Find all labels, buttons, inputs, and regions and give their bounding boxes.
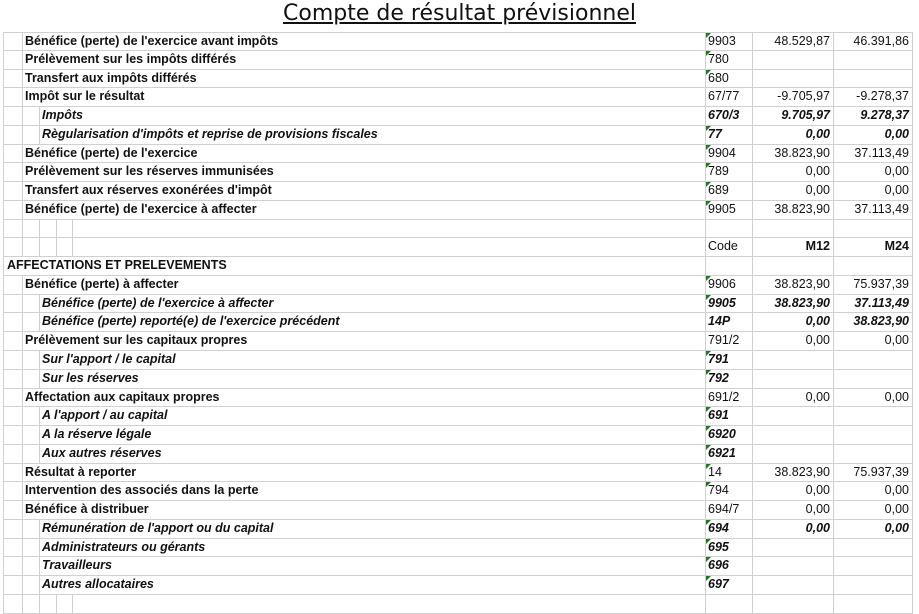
label-cell[interactable]	[3, 276, 705, 294]
label-cell[interactable]	[3, 576, 705, 594]
code-value: 794	[708, 483, 729, 498]
table-row	[3, 88, 913, 107]
table-row	[3, 51, 913, 70]
indent-line	[22, 145, 23, 163]
indent-line	[22, 33, 23, 50]
error-indicator-icon	[706, 557, 711, 562]
code-cell[interactable]	[705, 539, 752, 557]
m24-cell[interactable]: 75.937,39	[833, 276, 913, 294]
table-row	[3, 426, 913, 445]
code-cell[interactable]	[705, 426, 752, 444]
row-label: Bénéfice (perte) de l'exercice avant impôts	[25, 34, 279, 48]
column-header-row	[3, 238, 913, 257]
indent-line	[22, 220, 23, 238]
code-value: 9905	[708, 201, 736, 216]
m24-cell[interactable]	[833, 595, 913, 613]
row-label: Sur l'apport / le capital	[42, 352, 176, 367]
code-value: 67/77	[708, 89, 740, 104]
error-indicator-icon	[706, 163, 711, 168]
m12-cell[interactable]	[752, 51, 833, 69]
table-row	[3, 407, 913, 426]
table-row	[3, 501, 913, 520]
section-heading: AFFECTATIONS ET PRELEVEMENTS	[7, 258, 227, 273]
row-label: Prélèvement sur les capitaux propres	[25, 333, 248, 348]
label-cell[interactable]	[3, 51, 705, 69]
m24-cell[interactable]	[833, 351, 913, 369]
row-label: Prélèvement sur les impôts différés	[25, 51, 237, 66]
m24-cell[interactable]	[833, 257, 913, 275]
indent-line	[39, 220, 40, 238]
error-indicator-icon	[706, 445, 711, 450]
code-value: 791/2	[708, 333, 740, 348]
label-cell[interactable]	[3, 163, 705, 181]
code-cell[interactable]	[705, 595, 752, 613]
row-label: Administrateurs ou gérants	[42, 539, 206, 554]
error-indicator-icon	[706, 370, 711, 375]
m24-cell[interactable]: 0,00	[833, 126, 913, 144]
table-row	[3, 482, 913, 501]
code-cell[interactable]	[705, 163, 752, 181]
row-label: Bénéfice à distribuer	[25, 502, 149, 517]
label-cell[interactable]	[3, 445, 705, 463]
indent-line	[39, 576, 40, 594]
label-cell[interactable]	[3, 407, 705, 425]
error-indicator-icon	[706, 126, 711, 131]
table-row	[3, 576, 913, 595]
indent-line	[39, 539, 40, 557]
m24-cell[interactable]: 0,00	[833, 520, 913, 538]
row-label: Impôts	[42, 108, 83, 123]
code-value: 696	[708, 558, 729, 573]
m12-cell[interactable]: 38.823,90	[752, 201, 833, 219]
table-row	[3, 351, 913, 370]
m24-cell[interactable]	[833, 51, 913, 69]
label-cell[interactable]	[3, 182, 705, 200]
code-value: 14P	[708, 314, 731, 329]
m12-cell[interactable]: M12	[752, 238, 833, 256]
indent-line	[22, 126, 23, 144]
m24-cell[interactable]: 0,00	[833, 163, 913, 181]
label-cell[interactable]	[3, 426, 705, 444]
table-row	[3, 70, 913, 89]
code-cell[interactable]	[705, 389, 752, 407]
error-indicator-icon	[706, 51, 711, 56]
code-header: Code	[708, 239, 738, 254]
label-cell[interactable]	[3, 332, 705, 350]
indent-line	[39, 313, 40, 331]
m12-cell[interactable]: 38.823,90	[752, 276, 833, 294]
code-cell[interactable]	[705, 557, 752, 575]
code-cell[interactable]	[705, 276, 752, 294]
label-cell[interactable]	[3, 389, 705, 407]
indent-line	[22, 107, 23, 125]
indent-line	[56, 220, 57, 238]
m24-cell[interactable]: 0,00	[833, 501, 913, 519]
error-indicator-icon	[706, 351, 711, 356]
indent-line	[22, 539, 23, 557]
m12-cell[interactable]	[752, 595, 833, 613]
code-value: 9904	[708, 145, 736, 160]
spreadsheet	[3, 32, 913, 614]
code-value: 14	[708, 464, 722, 479]
m24-cell[interactable]: 37.113,49	[833, 201, 913, 219]
row-label: Intervention des associés dans la perte	[25, 483, 259, 498]
m24-cell[interactable]	[833, 220, 913, 238]
indent-line	[39, 370, 40, 388]
label-cell[interactable]	[3, 482, 705, 500]
error-indicator-icon	[706, 276, 711, 281]
m24-cell[interactable]	[833, 445, 913, 463]
code-cell[interactable]	[705, 88, 752, 106]
code-value: 9906	[708, 276, 736, 291]
table-row	[3, 520, 913, 539]
row-label: Bénéfice (perte) de l'exercice à affecter	[25, 201, 257, 216]
error-indicator-icon	[706, 182, 711, 187]
page-title: Compte de résultat prévisionnel	[283, 1, 636, 26]
indent-line	[56, 238, 57, 256]
row-label: Transfert aux réserves exonérées d'impôt	[25, 183, 272, 198]
m12-cell[interactable]: 0,00	[752, 126, 833, 144]
row-label: Résultat à reporter	[25, 464, 137, 479]
table-row	[3, 557, 913, 576]
error-indicator-icon	[706, 201, 711, 206]
row-label: Bénéfice (perte) de l'exercice	[25, 145, 198, 160]
indent-line	[22, 370, 23, 388]
code-value: 691	[708, 408, 729, 423]
m12-cell[interactable]: 0,00	[752, 389, 833, 407]
indent-line	[22, 595, 23, 613]
label-cell[interactable]	[3, 464, 705, 482]
code-value: 6920	[708, 427, 736, 442]
label-cell[interactable]	[3, 351, 705, 369]
m24-cell[interactable]	[833, 70, 913, 88]
row-label: Sur les réserves	[42, 370, 139, 385]
table-row	[3, 126, 913, 145]
indent-line	[22, 276, 23, 294]
row-label: A l'apport / au capital	[42, 408, 168, 423]
table-row	[3, 145, 913, 164]
table-row	[3, 445, 913, 464]
code-cell[interactable]	[705, 201, 752, 219]
code-cell[interactable]	[705, 501, 752, 519]
m12-cell[interactable]	[752, 407, 833, 425]
row-label: Travailleurs	[42, 558, 112, 573]
row-label: Autres allocataires	[42, 577, 154, 592]
m24-cell[interactable]: 46.391,86	[833, 33, 913, 50]
m12-cell[interactable]	[752, 351, 833, 369]
row-label: Prélèvement sur les réserves immunisées	[25, 164, 274, 179]
m12-cell[interactable]: 9.705,97	[752, 107, 833, 125]
m24-cell[interactable]: 38.823,90	[833, 313, 913, 331]
indent-line	[39, 107, 40, 125]
m24-cell[interactable]: 75.937,39	[833, 464, 913, 482]
m12-cell[interactable]	[752, 557, 833, 575]
indent-line	[39, 295, 40, 313]
row-label: Règularisation d'impôts et reprise de provisions fiscales	[42, 126, 378, 141]
error-indicator-icon	[706, 145, 711, 150]
m24-cell[interactable]: 9.278,37	[833, 107, 913, 125]
error-indicator-icon	[706, 70, 711, 75]
code-cell[interactable]	[705, 464, 752, 482]
m24-cell[interactable]: 0,00	[833, 389, 913, 407]
blank-row	[3, 220, 913, 239]
error-indicator-icon	[706, 407, 711, 412]
m12-cell[interactable]: 38.823,90	[752, 145, 833, 163]
indent-line	[22, 482, 23, 500]
table-row	[3, 332, 913, 351]
indent-line	[22, 445, 23, 463]
indent-line	[22, 520, 23, 538]
table-row	[3, 389, 913, 408]
code-value: 77	[708, 126, 722, 141]
indent-line	[72, 238, 73, 256]
code-cell[interactable]	[705, 295, 752, 313]
blank-row	[3, 595, 913, 614]
m12-cell[interactable]: 0,00	[752, 332, 833, 350]
m12-cell[interactable]: 48.529,87	[752, 33, 833, 50]
table-row	[3, 464, 913, 483]
code-value: 9905	[708, 295, 736, 310]
label-cell[interactable]	[3, 220, 705, 238]
row-label: Bénéfice (perte) de l'exercice à affecter	[42, 295, 274, 310]
indent-line	[39, 520, 40, 538]
indent-line	[39, 238, 40, 256]
code-value: 9903	[708, 34, 736, 48]
m12-cell[interactable]: 0,00	[752, 482, 833, 500]
table-row	[3, 539, 913, 558]
indent-line	[22, 70, 23, 88]
row-label: Affectation aux capitaux propres	[25, 389, 220, 404]
label-cell[interactable]	[3, 501, 705, 519]
label-cell[interactable]	[3, 88, 705, 106]
code-cell[interactable]	[705, 370, 752, 388]
m24-cell[interactable]	[833, 407, 913, 425]
indent-line	[22, 295, 23, 313]
table-row	[3, 32, 913, 51]
code-value: 697	[708, 577, 729, 592]
label-cell[interactable]	[3, 126, 705, 144]
table-row	[3, 107, 913, 126]
m12-cell[interactable]	[752, 539, 833, 557]
section-row	[3, 257, 913, 276]
code-cell[interactable]	[705, 126, 752, 144]
m24-cell[interactable]: -9.278,37	[833, 88, 913, 106]
indent-line	[72, 220, 73, 238]
code-value: 695	[708, 539, 729, 554]
row-label: A la réserve légale	[42, 427, 152, 442]
code-cell[interactable]	[705, 351, 752, 369]
indent-line	[22, 88, 23, 106]
code-value: 694/7	[708, 502, 740, 517]
error-indicator-icon	[706, 576, 711, 581]
label-cell[interactable]	[3, 70, 705, 88]
indent-line	[22, 464, 23, 482]
m12-cell[interactable]	[752, 257, 833, 275]
code-cell[interactable]	[705, 313, 752, 331]
m12-cell[interactable]	[752, 70, 833, 88]
m12-cell[interactable]	[752, 220, 833, 238]
label-cell[interactable]	[3, 107, 705, 125]
label-cell[interactable]	[3, 238, 705, 256]
table-row	[3, 313, 913, 332]
code-value: 6921	[708, 445, 736, 460]
table-row	[3, 182, 913, 201]
code-cell[interactable]	[705, 257, 752, 275]
row-label: Bénéfice (perte) à affecter	[25, 276, 179, 291]
error-indicator-icon	[706, 33, 711, 38]
code-cell[interactable]	[705, 182, 752, 200]
code-cell[interactable]	[705, 70, 752, 88]
indent-line	[39, 407, 40, 425]
error-indicator-icon	[706, 539, 711, 544]
m12-cell[interactable]: 38.823,90	[752, 295, 833, 313]
m24-cell[interactable]: 0,00	[833, 332, 913, 350]
table-row	[3, 276, 913, 295]
indent-line	[72, 595, 73, 613]
label-cell[interactable]	[3, 520, 705, 538]
label-cell[interactable]	[3, 539, 705, 557]
code-value: 780	[708, 51, 729, 66]
code-value: 689	[708, 183, 729, 198]
error-indicator-icon	[706, 464, 711, 469]
indent-line	[39, 557, 40, 575]
error-indicator-icon	[706, 520, 711, 525]
indent-line	[22, 313, 23, 331]
m24-cell[interactable]	[833, 557, 913, 575]
table-row	[3, 295, 913, 314]
m24-cell[interactable]	[833, 370, 913, 388]
code-value: 694	[708, 520, 729, 535]
indent-line	[39, 351, 40, 369]
label-cell[interactable]	[3, 201, 705, 219]
code-value: 792	[708, 370, 729, 385]
indent-line	[39, 426, 40, 444]
indent-line	[39, 595, 40, 613]
table-row	[3, 370, 913, 389]
label-cell[interactable]	[3, 145, 705, 163]
row-label: Aux autres réserves	[42, 445, 162, 460]
m12-cell[interactable]: 38.823,90	[752, 464, 833, 482]
error-indicator-icon	[706, 426, 711, 431]
label-cell[interactable]	[3, 257, 705, 275]
label-cell[interactable]	[3, 33, 705, 50]
code-value: 691/2	[708, 389, 740, 404]
code-cell[interactable]	[705, 520, 752, 538]
code-cell[interactable]	[705, 332, 752, 350]
indent-line	[22, 407, 23, 425]
label-cell[interactable]	[3, 370, 705, 388]
code-cell[interactable]	[705, 220, 752, 238]
code-cell[interactable]	[705, 407, 752, 425]
code-value: 680	[708, 70, 729, 85]
label-cell[interactable]	[3, 313, 705, 331]
m12-cell[interactable]	[752, 445, 833, 463]
indent-line	[39, 445, 40, 463]
code-cell[interactable]	[705, 445, 752, 463]
code-cell[interactable]	[705, 576, 752, 594]
error-indicator-icon	[706, 295, 711, 300]
indent-line	[22, 182, 23, 200]
code-cell[interactable]	[705, 238, 752, 256]
code-cell[interactable]	[705, 482, 752, 500]
code-value: 791	[708, 352, 729, 367]
m12-cell[interactable]	[752, 370, 833, 388]
indent-line	[22, 501, 23, 519]
indent-line	[22, 163, 23, 181]
m24-cell[interactable]	[833, 426, 913, 444]
table-row	[3, 163, 913, 182]
m12-cell[interactable]: 0,00	[752, 163, 833, 181]
indent-line	[22, 576, 23, 594]
indent-line	[22, 426, 23, 444]
m24-cell[interactable]: 0,00	[833, 182, 913, 200]
code-value: 789	[708, 164, 729, 179]
m12-cell[interactable]: 0,00	[752, 182, 833, 200]
code-value: 670/3	[708, 108, 740, 123]
indent-line	[22, 51, 23, 69]
label-cell[interactable]	[3, 595, 705, 613]
code-cell[interactable]	[705, 107, 752, 125]
m24-cell[interactable]	[833, 576, 913, 594]
indent-line	[22, 238, 23, 256]
indent-line	[22, 389, 23, 407]
code-cell[interactable]	[705, 51, 752, 69]
row-label: Impôt sur le résultat	[25, 89, 145, 104]
m12-cell[interactable]	[752, 576, 833, 594]
label-cell[interactable]	[3, 557, 705, 575]
m12-cell[interactable]	[752, 426, 833, 444]
label-cell[interactable]	[3, 295, 705, 313]
indent-line	[22, 557, 23, 575]
indent-line	[56, 595, 57, 613]
m12-cell[interactable]: 0,00	[752, 520, 833, 538]
code-cell[interactable]	[705, 33, 752, 50]
indent-line	[22, 332, 23, 350]
m12-cell[interactable]: 0,00	[752, 501, 833, 519]
m12-cell[interactable]: -9.705,97	[752, 88, 833, 106]
code-cell[interactable]	[705, 145, 752, 163]
row-label: Bénéfice (perte) reporté(e) de l'exercice précédent	[42, 314, 340, 329]
row-label: Rémunération de l'apport ou du capital	[42, 520, 274, 535]
row-label: Transfert aux impôts différés	[25, 70, 197, 85]
indent-line	[39, 126, 40, 144]
error-indicator-icon	[706, 482, 711, 487]
m24-cell[interactable]: M24	[833, 238, 913, 256]
indent-line	[22, 201, 23, 219]
m24-cell[interactable]: 0,00	[833, 482, 913, 500]
table-row	[3, 201, 913, 220]
m24-cell[interactable]: 37.113,49	[833, 145, 913, 163]
m24-cell[interactable]: 37.113,49	[833, 295, 913, 313]
m12-cell[interactable]: 0,00	[752, 313, 833, 331]
indent-line	[22, 351, 23, 369]
m24-cell[interactable]	[833, 539, 913, 557]
